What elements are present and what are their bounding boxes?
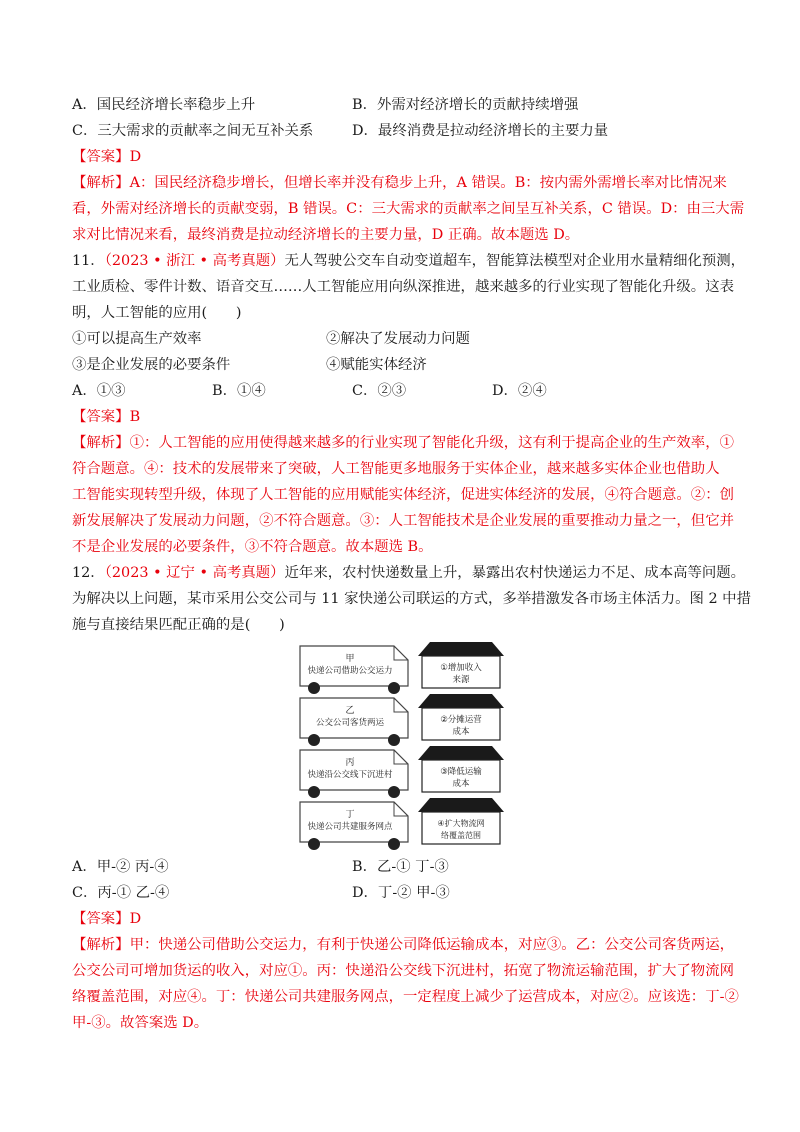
house-label-line1: ②分摊运营 (440, 715, 482, 725)
truck-jia (300, 646, 408, 694)
q12-stem-text: 近年来，农村快递数量上升，暴露出农村快递运力不足、成本高等问题。 (284, 565, 746, 581)
truck-label: 快递公司共建服务网点 (307, 822, 393, 832)
q11-stem-text: 无人驾驶公交车自动变道超车，智能算法模型对企业用水量精细化预测， (284, 253, 746, 269)
q11-stem-line-1 (72, 248, 745, 274)
q12-option-a: A．甲-② 丙-④ (72, 859, 169, 875)
q12-option-c: C．丙-① 乙-④ (72, 885, 170, 901)
q12-number: 12． (72, 565, 105, 581)
house-label-line2: 来源 (452, 675, 470, 685)
truck-label: 快递公司借助公交运力 (307, 666, 393, 676)
q11-item-3: ③是企业发展的必要条件 (72, 357, 231, 373)
q12-option-b: B．乙-① 丁-③ (352, 859, 449, 875)
truck-yi (300, 698, 408, 746)
house-label-line1: ①增加收入 (440, 663, 482, 673)
truck-tag: 甲 (345, 654, 355, 664)
q12-stem-line-1 (72, 560, 745, 586)
q12-option-d: D．丁-② 甲-③ (352, 885, 450, 901)
q11-option-b: B．①④ (212, 383, 266, 399)
q12-analysis-line-3: 络覆盖范围，对应④。丁：快递公司共建服务网点，一定程度上减少了运营成本，对应②。应该选：丁-② (72, 989, 739, 1005)
truck-label: 快递沿公交线下沉进村 (307, 770, 393, 780)
house-label-line2: 成本 (452, 727, 470, 737)
q11-stem-line-2: 工业质检、零件计数、语音交互……人工智能应用向纵深推进，越来越多的行业实现了智能化升级。这表 (72, 279, 734, 295)
q10-option-b: B．外需对经济增长的贡献持续增强 (352, 97, 579, 113)
house-label-line2: 络覆盖范围 (441, 831, 481, 840)
q12-stem-line-2: 为解决以上问题，某市采用公交公司与 11 家快递公司联运的方式，多举措激发各市场主体活力。图 2 中措 (72, 591, 751, 607)
q12-analysis-line-2: 公交公司可增加货运的收入，对应①。丙：快递沿公交线下沉进村，拓宽了物流运输范围，扩大了物流网 (72, 963, 734, 979)
q10-analysis-line-2: 看，外需对经济增长的贡献变弱，B 错误。C：三大需求的贡献率之间呈互补关系，C 错误。D：由三大需 (72, 201, 745, 217)
q10-analysis-line-3: 求对比情况来看，最终消费是拉动经济增长的主要力量，D 正确。故本题选 D。 (72, 227, 580, 243)
q11-analysis-line-4: 新发展解决了发展动力问题，②不符合题意。③：人工智能技术是企业发展的重要推动力量之一，但它并 (72, 513, 734, 529)
house-4 (418, 798, 504, 844)
truck-label: 公交公司客货两运 (315, 718, 385, 728)
q12-analysis-line-1: 【解析】甲：快递公司借助公交运力，有利于快递公司降低运输成本，对应③。乙：公交公司客货两运， (72, 937, 734, 953)
q11-number: 11． (72, 253, 105, 269)
q12-analysis-line-4: 甲-③。故答案选 D。 (72, 1015, 209, 1031)
truck-tag: 乙 (345, 706, 355, 716)
house-1 (418, 642, 504, 688)
house-2 (418, 694, 504, 740)
q11-source: （2023 • 浙江 • 高考真题） (104, 253, 285, 269)
q12-source: （2023 • 辽宁 • 高考真题） (104, 565, 285, 581)
q10-analysis-line-1: 【解析】A：国民经济稳步增长，但增长率并没有稳步上升，A 错误。B：按内需外需增长率对比情况来 (72, 175, 727, 191)
q10-option-c: C．三大需求的贡献率之间无互补关系 (72, 123, 314, 139)
q11-item-4: ④赋能实体经济 (326, 357, 427, 373)
q10-option-d: D．最终消费是拉动经济增长的主要力量 (352, 123, 609, 139)
q11-analysis-line-1: 【解析】①：人工智能的应用使得越来越多的行业实现了智能化升级，这有利于提高企业的生产效率，① (72, 435, 734, 451)
q11-item-1: ①可以提高生产效率 (72, 331, 202, 347)
q11-item-2: ②解决了发展动力问题 (326, 331, 470, 347)
q11-option-c: C．②③ (352, 383, 407, 399)
truck-tag: 丙 (345, 758, 355, 768)
q11-stem-line-3: 明，人工智能的应用( ) (72, 305, 242, 321)
q11-analysis-line-2: 符合题意。④：技术的发展带来了突破，人工智能更多地服务于实体企业，越来越多实体企业也借助人 (72, 461, 720, 477)
q12-answer: 【答案】D (72, 911, 142, 927)
q11-analysis-line-5: 不是企业发展的必要条件，③不符合题意。故本题选 B。 (72, 539, 433, 555)
q11-option-d: D．②④ (492, 383, 547, 399)
truck-tag: 丁 (345, 810, 355, 820)
house-label-line1: ④扩大物流网 (437, 819, 485, 828)
q11-answer: 【答案】B (72, 409, 141, 425)
q10-option-a: A．国民经济增长率稳步上升 (72, 97, 256, 113)
q10-answer: 【答案】D (72, 149, 142, 165)
house-label-line2: 成本 (452, 779, 470, 789)
q11-analysis-line-3: 工智能实现转型升级，体现了人工智能的应用赋能实体经济，促进实体经济的发展，④符合题意。②：创 (72, 487, 734, 503)
figure-2 (296, 640, 512, 850)
q11-option-a: A．①③ (72, 383, 126, 399)
truck-ding (300, 802, 408, 850)
house-3 (418, 746, 504, 792)
q12-stem-line-3: 施与直接结果匹配正确的是( ) (72, 617, 285, 633)
house-label-line1: ③降低运输 (440, 767, 482, 777)
truck-bing (300, 750, 408, 798)
